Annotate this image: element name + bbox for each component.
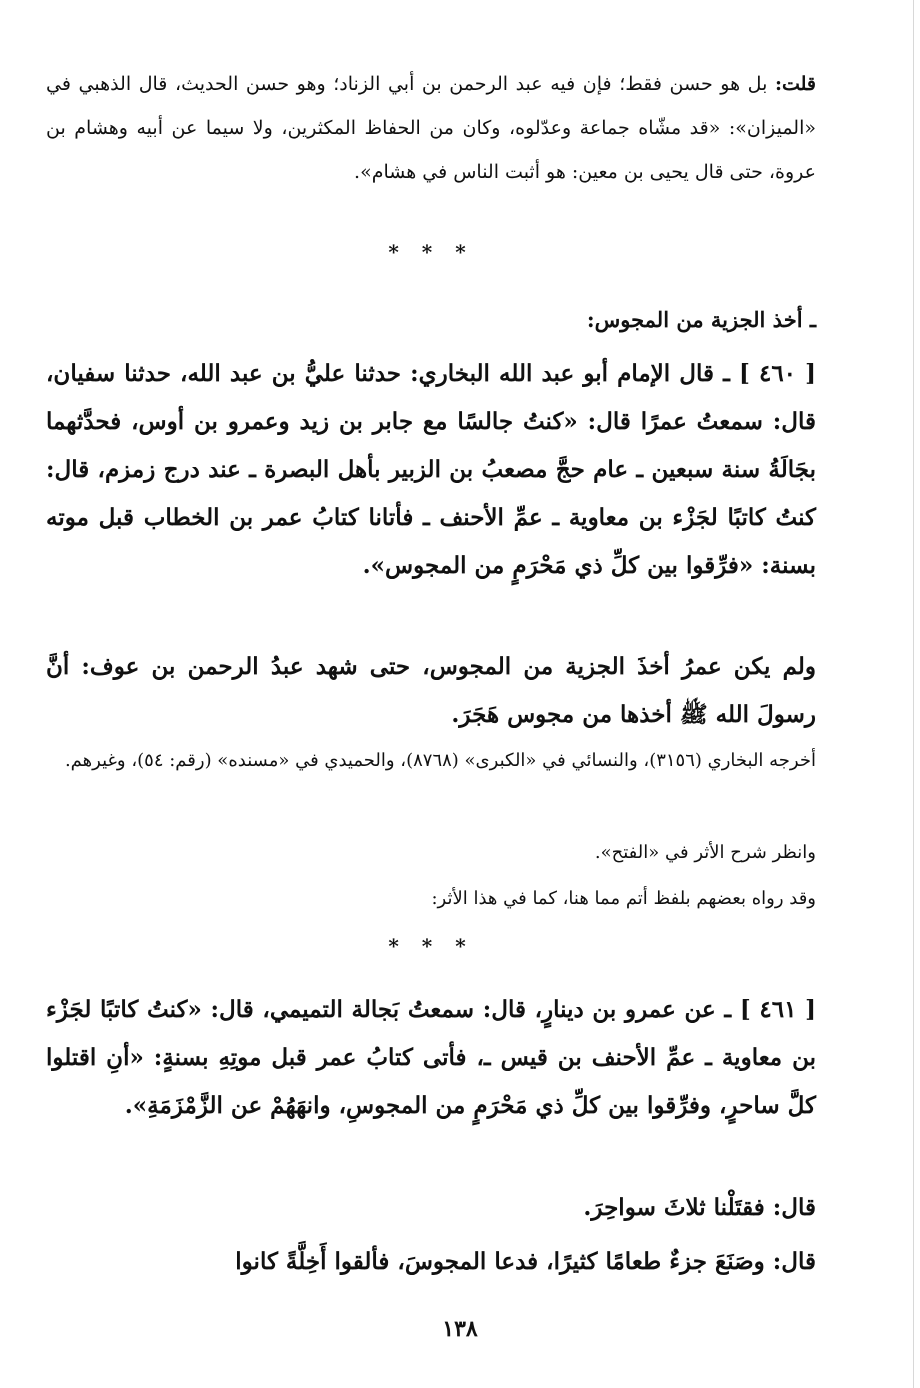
hadith-461-paragraph — [46, 986, 816, 1130]
page-number: ١٣٨ — [442, 1316, 478, 1342]
section-heading: ـ أخذ الجزية من المجوس: — [586, 307, 816, 332]
section-separator: * * * — [388, 934, 474, 958]
hadith-460-continuation: ولم يكن عمرُ أخذَ الجزية من المجوس، حتى شهد عبدُ الرحمن بن عوف: أنَّ رسولَ الله ﷺ أخذها من مجوس هَجَرَ. — [46, 653, 816, 728]
hadith-460-text: ـ قال الإمام أبو عبد الله البخاري: حدثنا عليُّ بن عبد الله، حدثنا سفيان، قال: سمعتُ عمرًا قال: «كنتُ جالسًا مع جابر بن زيد وعمرو بن أوس، فحدَّثهما بجَالَةُ سنة سبعين ـ عام حجَّ مصعبُ بن الزبير بأهل البصرة ـ عند درج زمزم، قال: كنتُ كاتبًا لجَزْء بن معاوية ـ عمِّ الأحنف ـ فأتانا كتابُ عمر بن الخطاب قبل موته بسنة: «فرِّقوا بين كلِّ ذي مَحْرَمٍ من المجوس». — [46, 360, 816, 579]
hadith-461-line-food: قال: وصَنَعَ جزءٌ طعامًا كثيرًا، فدعا المجوسَ، فألقوا أَخِلَّةً كانوا — [235, 1248, 816, 1275]
page-edge-line — [913, 0, 914, 1388]
hadith-460-number: [ ٤٦٠ ] — [738, 360, 817, 387]
see-fath-note: وانظر شرح الأثر في «الفتح». — [594, 842, 816, 863]
hadith-461-number: [ ٤٦١ ] — [739, 996, 817, 1023]
takhrij-note: أخرجه البخاري (٣١٥٦)، والنسائي في «الكبرى» (٨٧٦٨)، والحميدي في «مسنده» (رقم: ٥٤)، وغيرهم. — [64, 750, 816, 771]
section-separator: * * * — [388, 240, 474, 264]
fuller-version-note: وقد رواه بعضهم بلفظ أتم مما هنا، كما في هذا الأثر: — [431, 888, 816, 909]
intro-paragraph — [46, 62, 816, 194]
intro-text: بل هو حسن فقط؛ فإن فيه عبد الرحمن بن أبي الزناد؛ وهو حسن الحديث، قال الذهبي في «الميزان»: «قد مشّاه جماعة وعدّلوه، وكان من الحفاظ المكثرين، ولا سيما عن أبيه وهشام بن عروة، حتى قال يحيى بن معين: هو أثبت الناس في هشام». — [46, 73, 816, 183]
intro-lead: قلت: — [774, 73, 816, 95]
hadith-461-line-killed: قال: فقتَلْنا ثلاثَ سواحِرَ. — [583, 1194, 816, 1221]
hadith-461-text: ـ عن عمرو بن دينارٍ، قال: سمعتُ بَجالة التميمي، قال: «كنتُ كاتبًا لجَزْء بن معاوية ـ عمِّ الأحنف بن قيس ـ، فأتى كتابُ عمر قبل موتِهِ بسنةٍ: «أنِ اقتلوا كلَّ ساحرٍ، وفرِّقوا بين كلِّ ذي مَحْرَمٍ من المجوسِ، وانهَهُمْ عن الزَّمْزَمَةِ». — [46, 996, 816, 1119]
hadith-460-paragraph — [46, 350, 816, 590]
